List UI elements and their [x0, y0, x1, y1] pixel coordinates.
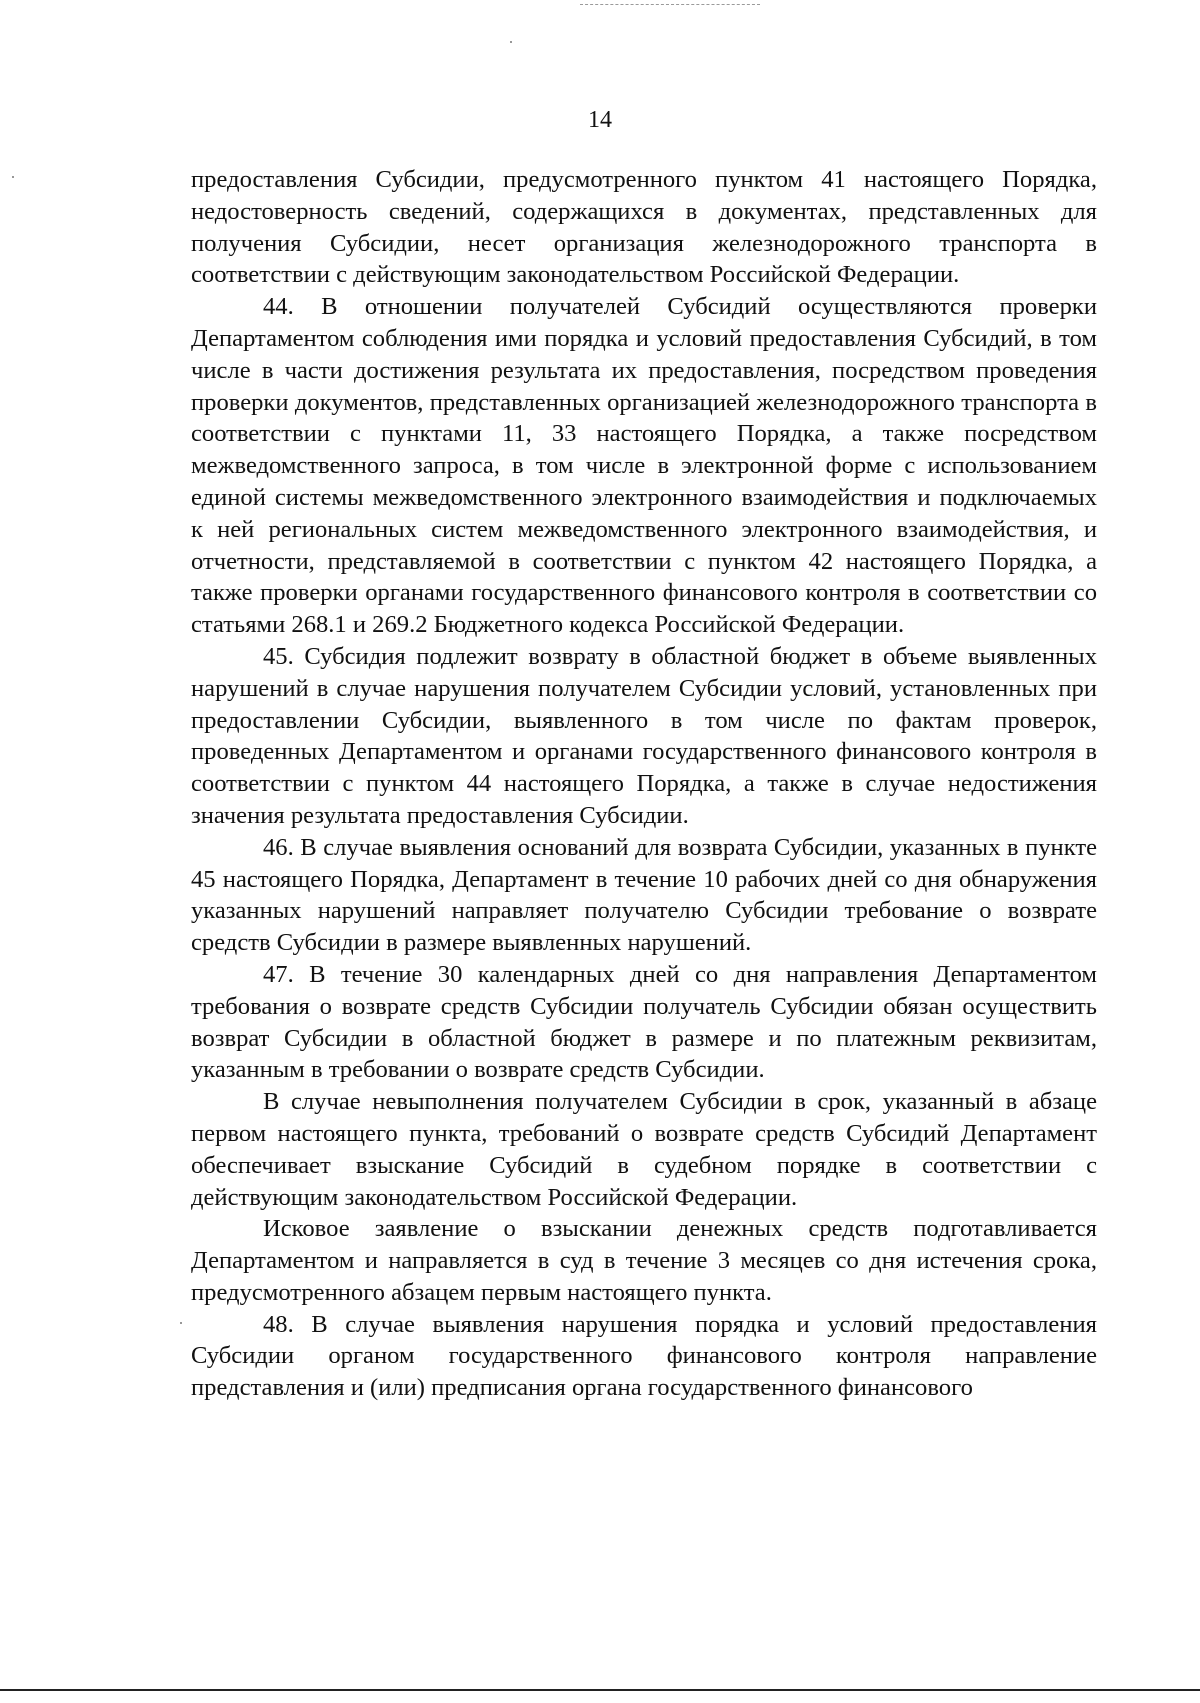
- scan-bottom-edge-line: [0, 1689, 1200, 1691]
- document-body: [191, 164, 1097, 1404]
- paragraph-44: 44. В отношении получателей Субсидий осуществляются проверки Департаментом соблюдения ими порядка и условий предоставления Субсидий, в том числе в части достижения результата их предоставления, посредством проведения проверки документов, представленных организацией железнодорожного транспорта в соответствии с пунктами 11, 33 настоящего Порядка, а также посредством межведомственного запроса, в том числе в электронной форме с использованием единой системы межведомственного электронного взаимодействия и подключаемых к ней региональных систем межведомственного электронного взаимодействия, и отчетности, представляемой в соответствии с пунктом 42 настоящего Порядка, а также проверки органами государственного финансового контроля в соответствии со статьями 268.1 и 269.2 Бюджетного кодекса Российской Федерации.: [191, 293, 1097, 639]
- paragraph-47: 47. В течение 30 календарных дней со дня направления Департаментом требования о возврате средств Субсидии получатель Субсидии обязан осуществить возврат Субсидии в областной бюджет в размере и по платежным реквизитам, указанным в требовании о возврате средств Субсидии.: [191, 960, 1097, 1084]
- paragraph-48: 48. В случае выявления нарушения порядка и условий предоставления Субсидии органом государственного финансового контроля направление представления и (или) предписания органа государственного финансового: [191, 1310, 1097, 1402]
- scan-speck: [12, 176, 14, 178]
- scan-speck: [180, 1322, 182, 1324]
- paragraph-46: 46. В случае выявления оснований для возврата Субсидии, указанных в пункте 45 настоящего Порядка, Департамент в течение 10 рабочих дней со дня обнаружения указанных нарушений направляет получателю Субсидии требование о возврате средств Субсидии в размере выявленных нарушений.: [191, 833, 1097, 957]
- paragraph-45: 45. Субсидия подлежит возврату в областной бюджет в объеме выявленных нарушений в случае нарушения получателем Субсидии условий, установленных при предоставлении Субсидии, выявленного в том числе по фактам проверок, проведенных Департаментом и органами государственного финансового контроля в соответствии с пунктом 44 настоящего Порядка, а также в случае недостижения значения результата предоставления Субсидии.: [191, 642, 1097, 829]
- page-number: 14: [588, 107, 612, 133]
- scan-speck: [510, 41, 512, 43]
- paragraph-47-part-2: В случае невыполнения получателем Субсидии в срок, указанный в абзаце первом настоящего пункта, требований о возврате средств Субсидий Департамент обеспечивает взыскание Субсидий в судебном порядке в соответствии с действующим законодательством Российской Федерации.: [191, 1088, 1097, 1211]
- paragraph-continuation: предоставления Субсидии, предусмотренного пунктом 41 настоящего Порядка, недостоверность сведений, содержащихся в документах, представленных для получения Субсидии, несет организация железнодорожного транспорта в соответствии с действующим законодательством Российской Федерации.: [191, 166, 1097, 289]
- paragraph-47-part-3: Исковое заявление о взыскании денежных средств подготавливается Департаментом и направляется в суд в течение 3 месяцев со дня истечения срока, предусмотренного абзацем первым настоящего пункта.: [191, 1215, 1097, 1306]
- scan-top-artifact-line: [580, 4, 760, 5]
